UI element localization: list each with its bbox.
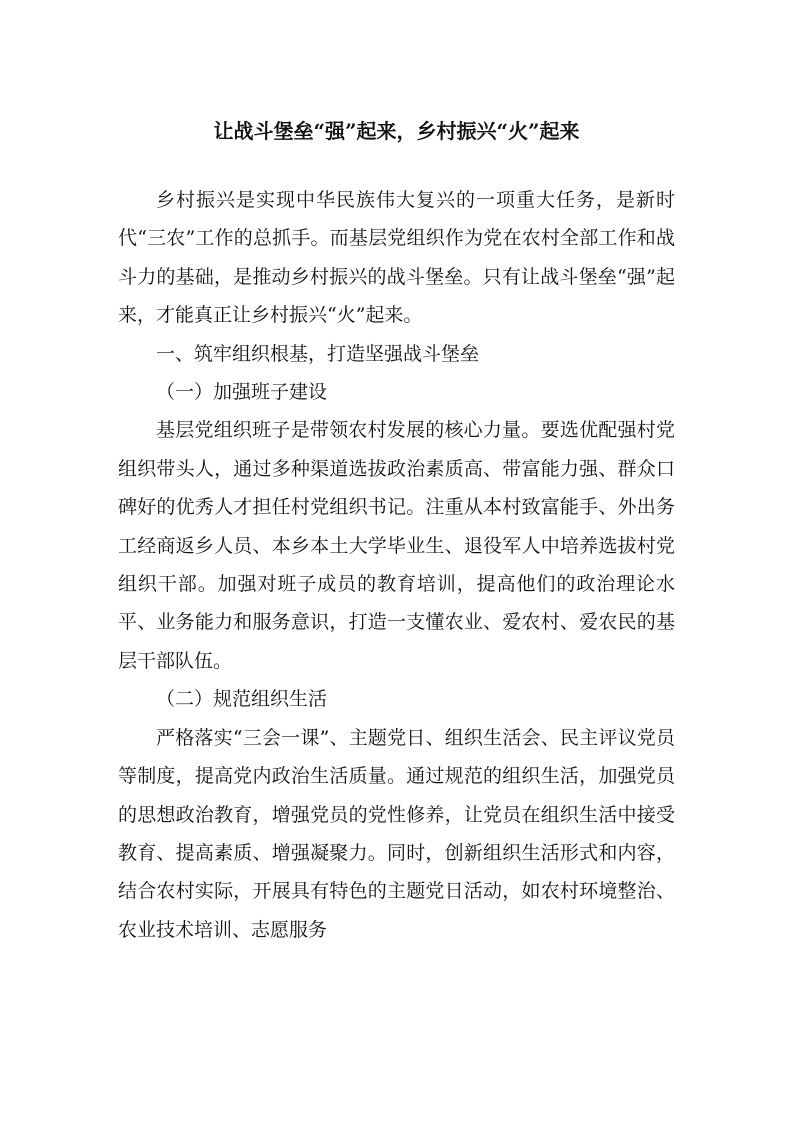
document-body <box>118 181 675 949</box>
document-title: 让战斗堡垒“强”起来，乡村振兴“火”起来 <box>213 119 580 143</box>
subsection-heading-2: （二）规范组织生活 <box>156 688 328 711</box>
subsection-heading-1: （一）加强班子建设 <box>156 381 328 404</box>
subsection-paragraph-2: 严格落实“三会一课”、主题党日、组织生活会、民主评议党员等制度，提高党内政治生活质量。通过规范的组织生活，加强党员的思想政治教育，增强党员的党性修养，让党员在组织生活中接受教育、提高素质、增强凝聚力。同时，创新组织生活形式和内容，结合农村实际，开展具有特色的主题党日活动，如农村环境整治、农业技术培训、志愿服务 <box>118 726 675 941</box>
intro-paragraph: 乡村振兴是实现中华民族伟大复兴的一项重大任务，是新时代“三农”工作的总抓手。而基层党组织作为党在农村全部工作和战斗力的基础，是推动乡村振兴的战斗堡垒。只有让战斗堡垒“强”起来，才能真正让乡村振兴“火”起来。 <box>118 189 675 327</box>
section-heading: 一、筑牢组织根基，打造坚强战斗堡垒 <box>156 342 480 365</box>
subsection-paragraph-1: 基层党组织班子是带领农村发展的核心力量。要选优配强村党组织带头人，通过多种渠道选拔政治素质高、带富能力强、群众口碑好的优秀人才担任村党组织书记。注重从本村致富能手、外出务工经商返乡人员、本乡本土大学毕业生、退役军人中培养选拔村党组织干部。加强对班子成员的教育培训，提高他们的政治理论水平、业务能力和服务意识，打造一支懂农业、爱农村、爱农民的基层干部队伍。 <box>118 419 675 672</box>
